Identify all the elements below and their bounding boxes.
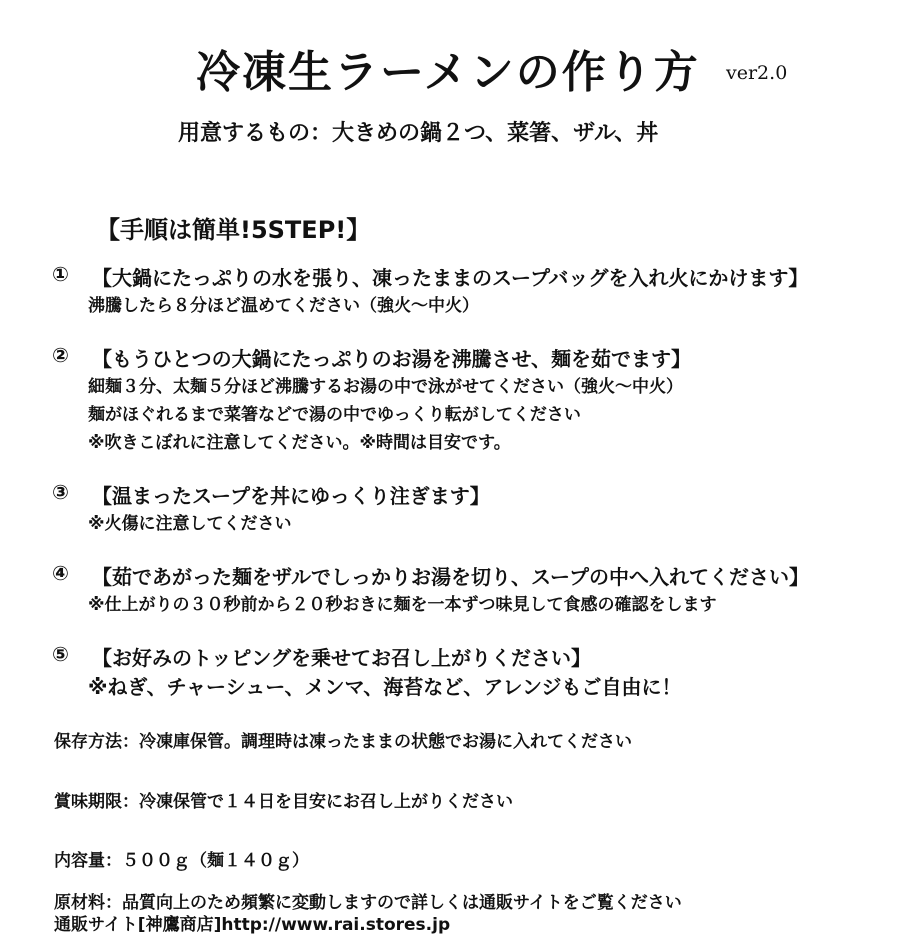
expiry-date: 賞味期限：冷凍保管で１４日を目安にお召し上がりください	[54, 792, 513, 812]
version-label: ver2.0	[726, 62, 788, 84]
step-number: ③	[52, 480, 69, 504]
step-number: ①	[52, 262, 69, 286]
content-amount: 内容量：５００ｇ（麺１４０ｇ）	[54, 851, 309, 871]
step-number: ④	[52, 561, 69, 585]
step-detail: 沸騰したら８分ほど温めてください（強火～中火）	[88, 296, 479, 316]
step-number: ⑤	[52, 642, 69, 666]
step-detail: ※火傷に注意してください	[88, 514, 292, 534]
required-items: 用意するもの：大きめの鍋２つ、菜箸、ザル、丼	[178, 121, 659, 146]
step-title: 【温まったスープを丼にゆっくり注ぎます】	[92, 484, 490, 508]
step-number: ②	[52, 343, 69, 367]
step-title: 【お好みのトッピングを乗せてお召し上がりください】	[92, 646, 591, 670]
storage-method: 保存方法：冷凍庫保管。調理時は凍ったままの状態でお湯に入れてください	[54, 732, 632, 752]
step-detail: ※吹きこぼれに注意してください。※時間は目安です。	[88, 433, 511, 453]
steps-heading: 【手順は簡単!5STEP!】	[96, 216, 371, 244]
page-title: 冷凍生ラーメンの作り方	[196, 47, 700, 98]
step-detail: ※仕上がりの３０秒前から２０秒おきに麺を一本ずつ味見して食感の確認をします	[88, 595, 717, 615]
step-detail: 麺がほぐれるまで菜箸などで湯の中でゆっくり転がしてください	[88, 405, 581, 425]
ingredients: 原材料：品質向上のため頻繁に変動しますので詳しくは通販サイトをご覧ください	[54, 893, 682, 913]
step-title: 【大鍋にたっぷりの水を張り、凍ったままのスープバッグを入れ火にかけます】	[92, 266, 809, 290]
step-title: 【もうひとつの大鍋にたっぷりのお湯を沸騰させ、麺を茹でます】	[92, 347, 691, 371]
step-detail: ※ねぎ、チャーシュー、メンマ、海苔など、アレンジもご自由に！	[88, 675, 682, 699]
step-title: 【茹であがった麺をザルでしっかりお湯を切り、スープの中へ入れてください】	[92, 565, 809, 589]
shop-link[interactable]: 通販サイト[神鷹商店]http://www.rai.stores.jp	[54, 915, 451, 935]
step-detail: 細麺３分、太麺５分ほど沸騰するお湯の中で泳がせてください（強火～中火）	[88, 377, 683, 397]
